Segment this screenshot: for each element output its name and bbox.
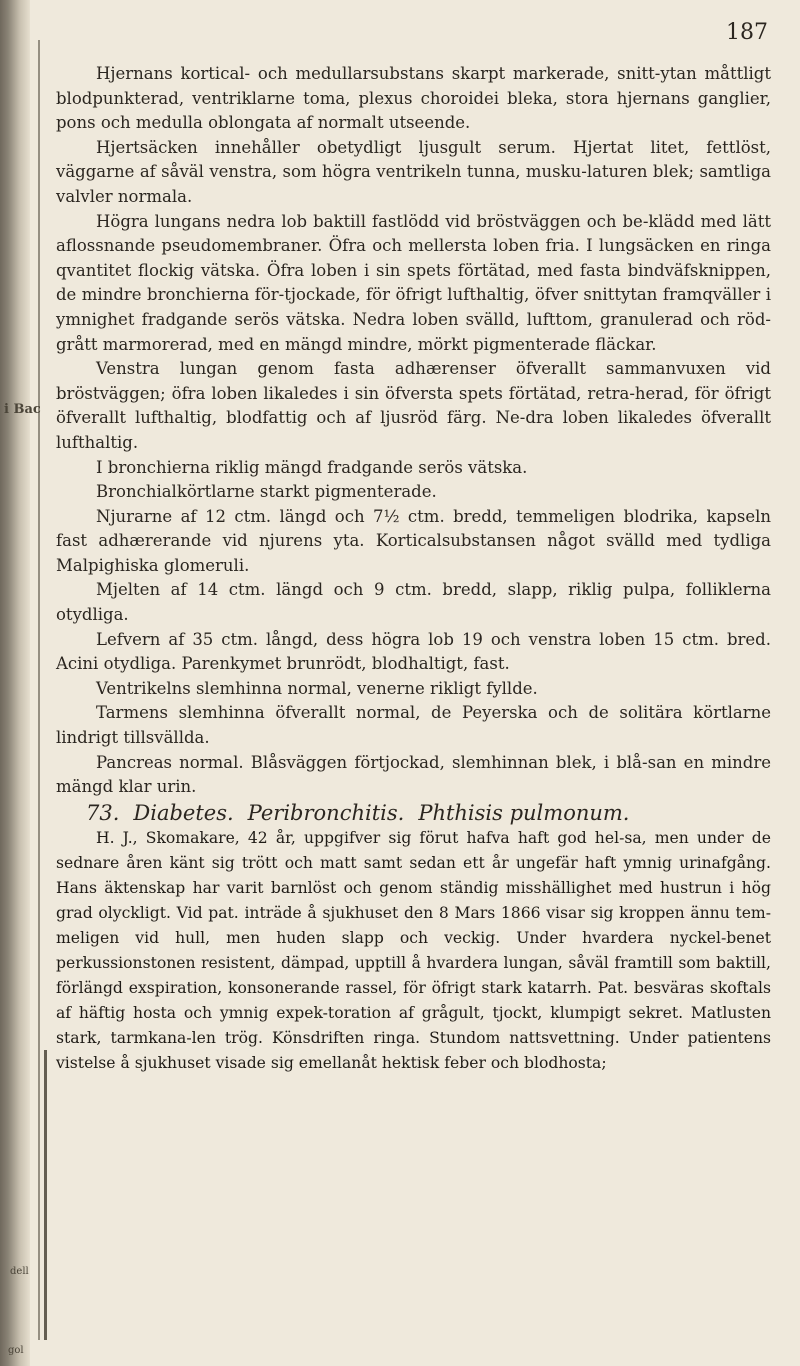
paragraph-spleen: Mjelten af 14 ctm. längd och 9 ctm. bredd, slapp, riklig pulpa, folliklerna otydliga. — [56, 580, 771, 625]
paragraph-intestine: Tarmens slemhinna öfverallt normal, de Peyerska och de solitära körtlarne lindrigt tillsvällda. — [56, 703, 771, 748]
gutter-line-upper — [38, 40, 40, 1340]
paragraph-brain: Hjernans kortical- och medullarsubstans skarpt markerade, snitt-ytan måttligt blodpunkterad, ventriklarne toma, plexus choroidei bleka, stora hjernans ganglier, pons och medulla oblongata af normalt utseende. — [56, 64, 771, 133]
heading-diabetes: Diabetes. — [133, 800, 234, 825]
paragraph-pancreas: Pancreas normal. Blåsväggen förtjockad, slemhinnan blek, i blå-san en mindre mängd klar urin. — [56, 752, 771, 797]
case-heading — [56, 800, 771, 826]
paragraph-bronchi: I bronchierna riklig mängd fradgande serös vätska. — [96, 457, 528, 477]
paragraph-left-lung: Venstra lungan genom fasta adhærenser öfverallt sammanvuxen vid bröstväggen; öfra loben likaledes i sin öfversta spets förtätad, retra-herad, för öfrigt öfverallt lufthaltig, blodfattig och af ljusröd färg. Ne-dra loben likaledes öfverallt lufthaltig. — [56, 359, 771, 452]
paragraph-kidneys: Njurarne af 12 ctm. längd och 7½ ctm. bredd, temmeligen blodrika, kapseln fast adhærerande vid njurens yta. Korticalsubstansen något svälld med tydliga Malpighiska glomeruli. — [56, 506, 771, 575]
paragraph-liver: Lefvern af 35 ctm. långd, dess högra lob 19 och venstra loben 15 ctm. bred. Acini otydliga. Parenkymet brunrödt, blodhaltigt, fast. — [56, 629, 771, 674]
binding-gutter — [0, 0, 30, 1366]
paragraph-bronchial-glands: Bronchialkörtlarne starkt pigmenterade. — [96, 482, 437, 502]
paragraph-right-lung: Högra lungans nedra lob baktill fastlödd vid bröstväggen och be-klädd med lätt aflossnande pseudomembraner. Öfra och mellersta loben fria. I lungsäcken en ringa qvantitet flockig vätska. Öfra loben i sin spets förtätad, med fasta bindväfsknippen, de mindre bronchierna för-tjockade, för öfrigt lufthaltig, öfver snittytan framqväller i ymnighet fradgande serös vätska. Nedra loben svälld, lufttom, granulerad och röd-grått marmorerad, med en mängd mindre, mörkt pigmenterade fläckar. — [56, 211, 771, 354]
heading-phthisis: Phthisis pulmonum. — [418, 800, 630, 825]
margin-mark-3: gol — [8, 1345, 24, 1356]
paragraph-stomach: Ventrikelns slemhinna normal, venerne rikligt fyllde. — [96, 678, 538, 698]
body-text — [56, 62, 771, 1076]
paragraph-heart: Hjertsäcken innehåller obetydligt ljusgult serum. Hjertat litet, fettlöst, väggarne af såväl venstra, som högra ventrikeln tunna, musku-laturen blek; samtliga valvler normala. — [56, 137, 771, 206]
case-number: 73. — [86, 800, 120, 825]
margin-mark-1: i Bac — [4, 402, 41, 417]
margin-mark-2: dell — [10, 1266, 29, 1277]
heading-peribronchitis: Peribronchitis. — [247, 800, 405, 825]
case-history: H. J., Skomakare, 42 år, uppgifver sig förut hafva haft god hel-sa, men under de sednare åren känt sig trött och matt samt sedan ett år ungefär haft ymnig urinafgång. Hans äktenskap har varit barnlöst och genom ständig misshällighet med hustrun i hög grad olyckligt. Vid pat. inträde å sjukhuset den 8 Mars 1866 visar sig kroppen ännu tem-meligen vid hull, men huden slapp och veckig. Under hvardera nyckel-benet perkussionstonen resistent, dämpad, upptill å hvardera lungan, såväl framtill som baktill, förlängd exspiration, konsonerande rassel, för öfrigt stark katarrh. Pat. besväras skoftals af häftig hosta och ymnig expek-toration af grågult, tjockt, klumpigt sekret. Matlusten stark, tarmkana-len trög. Könsdriften ringa. Stundom nattsvettning. Under patientens vistelse å sjukhuset visade sig emellanåt hektisk feber och blodhosta; — [56, 828, 771, 1072]
gutter-line-lower — [44, 1050, 47, 1340]
page-number: 187 — [726, 20, 768, 45]
